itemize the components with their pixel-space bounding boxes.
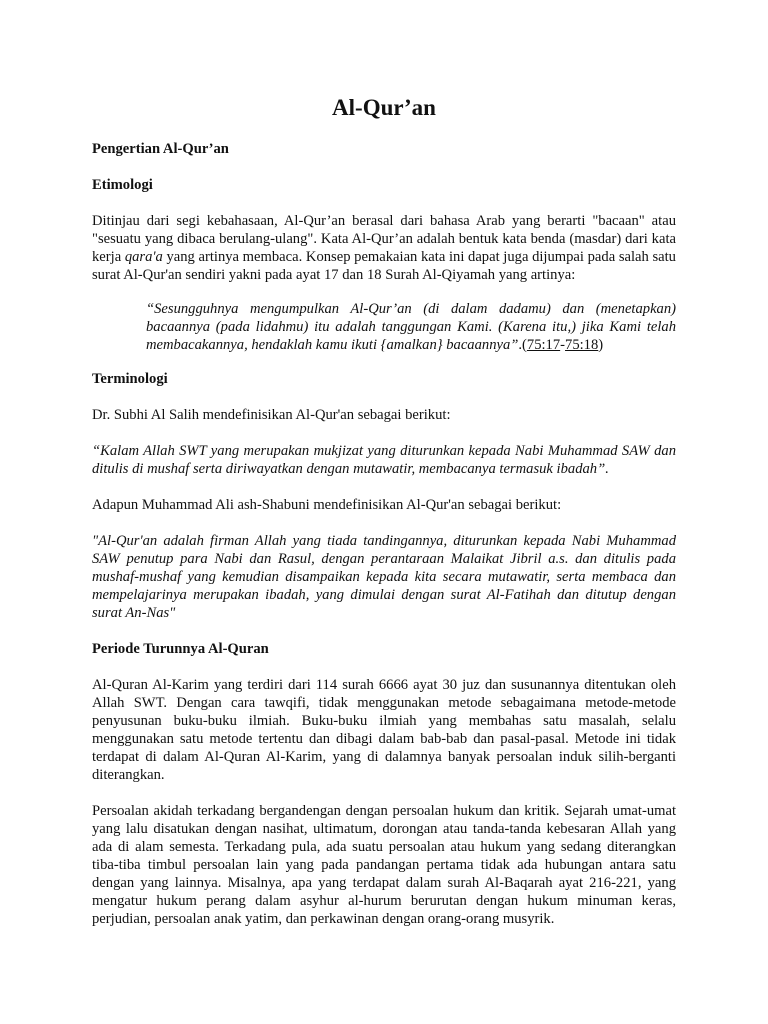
ayat-link-75-17[interactable]: 75:17: [526, 337, 561, 353]
ayat-quote: “Sesungguhnya mengumpulkan Al-Qur’an (di dalam dadamu) dan (menetapkan) bacaannya (pada lidahmu) itu adalah tanggungan Kami. (Karena itu,) jika Kami telah membacakannya, hendaklah kamu ikuti {amalkan} bacaannya”: [146, 301, 676, 353]
ayat-ref-sep: -: [560, 337, 566, 353]
heading-etimologi: Etimologi: [92, 177, 153, 193]
paragraph-periode-1: Al-Quran Al-Karim yang terdiri dari 114 surah 6666 ayat 30 juz dan susunannya ditentukan oleh Allah SWT. Dengan cara tawqifi, tidak menggunakan metode sebagaimana metode-metode penyusunan buku-buku ilmiah. Buku-buku ilmiah yang membahas satu masalah, selalu menggunakan satu metode tertentu dan dibagi dalam bab-bab dan pasal-pasal. Metode ini tidak terdapat di dalam Al-Quran Al-Karim, yang di dalamnya banyak persoalan induk silih-berganti diterangkan.: [92, 677, 676, 783]
ayat-ref-open: .(: [518, 337, 527, 353]
heading-terminologi: Terminologi: [92, 371, 168, 387]
subhi-intro: Dr. Subhi Al Salih mendefinisikan Al-Qur'an sebagai berikut:: [92, 407, 451, 423]
paragraph-periode-2: Persoalan akidah terkadang bergandengan dengan persoalan hukum dan kritik. Sejarah umat-umat yang lalu disatukan dengan nasihat, ultimatum, dorongan atau tanda-tanda kebesaran Allah yang ada di alam semesta. Terkadang pula, ada suatu persoalan atau hukum yang sedang diterangkan tiba-tiba timbul persoalan lain yang pada pandangan pertama tidak ada hubungan antara satu dengan yang lainnya. Misalnya, apa yang terdapat dalam surah Al-Baqarah ayat 216-221, yang mengatur hukum perang dalam asyhur al-hurum berurutan dengan hukum minuman keras, perjudian, persoalan anak yatim, dan perkawinan dengan orang-orang musyrik.: [92, 803, 676, 927]
ayat-quote-block: [92, 300, 676, 354]
document-body: [92, 140, 676, 928]
ayat-ref-close: ): [598, 337, 604, 353]
etimologi-text-2: yang artinya membaca. Konsep pemakaian kata ini dapat juga dijumpai pada salah satu surat Al-Qur'an sendiri yakni pada ayat 17 dan 18 Surah Al-Qiyamah yang artinya:: [92, 249, 676, 283]
paragraph-etimologi: [92, 212, 676, 284]
etimologi-qaraa: qara'a: [124, 249, 163, 265]
subhi-quote: “Kalam Allah SWT yang merupakan mukjizat yang diturunkan kepada Nabi Muhammad SAW dan ditulis di mushaf serta diriwayatkan dengan mutawatir, membacanya termasuk ibadah”.: [92, 443, 676, 477]
heading-pengertian: Pengertian Al-Qur’an: [92, 141, 229, 157]
etimologi-text-1: Ditinjau dari segi kebahasaan, Al-Qur’an berasal dari bahasa Arab yang berarti "bacaan" atau "sesuatu yang dibaca berulang-ulang". Kata Al-Qur’an adalah bentuk kata benda (masdar) dari kata kerja: [92, 213, 676, 265]
shabuni-quote: "Al-Qur'an adalah firman Allah yang tiada tandingannya, diturunkan kepada Nabi Muhammad SAW penutup para Nabi dan Rasul, dengan perantaraan Malaikat Jibril a.s. dan ditulis pada mushaf-mushaf yang kemudian disampaikan kepada kita secara mutawatir, serta membaca dan mempelajarinya merupakan ibadah, yang dimulai dengan surat Al-Fatihah dan ditutup dengan surat An-Nas": [92, 533, 676, 621]
ayat-link-75-18[interactable]: 75:18: [565, 337, 599, 353]
document-title: Al-Qur’an: [332, 95, 436, 120]
shabuni-intro: Adapun Muhammad Ali ash-Shabuni mendefinisikan Al-Qur'an sebagai berikut:: [92, 497, 562, 513]
heading-periode: Periode Turunnya Al-Quran: [92, 641, 269, 657]
